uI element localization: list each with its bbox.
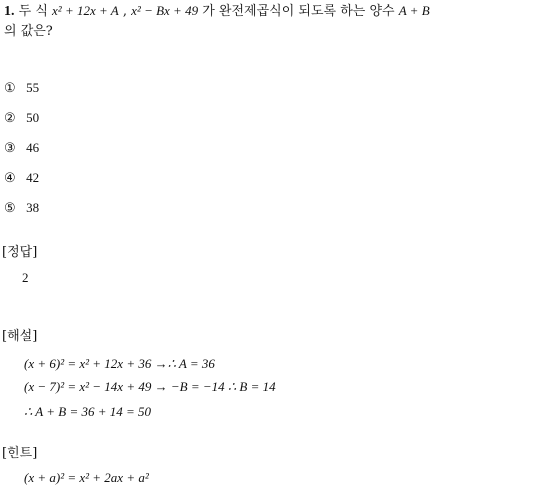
explanation-line-3: ∴ A + B = 36 + 14 = 50 [24,404,152,419]
choice-1[interactable] [4,79,39,98]
choice-3[interactable] [4,139,39,158]
choice-4[interactable] [4,169,39,188]
choice-mark: ③ [4,141,16,156]
choice-mark: ① [4,81,16,96]
explanation-line-1: (x + 6)² = x² + 12x + 36 →∴ A = 36 [24,356,215,371]
question-text-a: 두 식 [18,4,48,19]
question-line-1 [4,2,430,21]
hint-line: (x + a)² = x² + 2ax + a² [24,470,149,485]
question-expr-1: x² + 12x + A [52,3,119,18]
question-expr-3: A + B [398,3,430,18]
explanation-label: [해설] [2,329,38,344]
question-number: 1. [4,4,15,19]
question-text-b: 가 완전제곱식이 되도록 하는 양수 [202,4,395,19]
choice-5[interactable] [4,199,39,218]
choice-2[interactable] [4,109,39,128]
choice-value: 42 [26,170,40,185]
question-line-2 [4,23,53,41]
question-text-2: 의 값은? [4,24,53,39]
explanation-line-2: (x − 7)² = x² − 14x + 49 → −B = −14 ∴ B = 14 [24,379,276,394]
answer-label: [정답] [2,245,38,260]
choice-value: 38 [26,200,40,215]
choice-mark: ② [4,111,16,126]
question-separator: , [122,4,128,19]
choice-value: 50 [26,110,40,125]
hint-label: [힌트] [2,446,38,461]
choice-value: 46 [26,140,40,155]
choice-mark: ⑤ [4,201,16,216]
question-expr-2: x² − Bx + 49 [131,3,199,18]
choice-value: 55 [26,80,40,95]
answer-value: 2 [22,270,29,285]
choice-mark: ④ [4,171,16,186]
